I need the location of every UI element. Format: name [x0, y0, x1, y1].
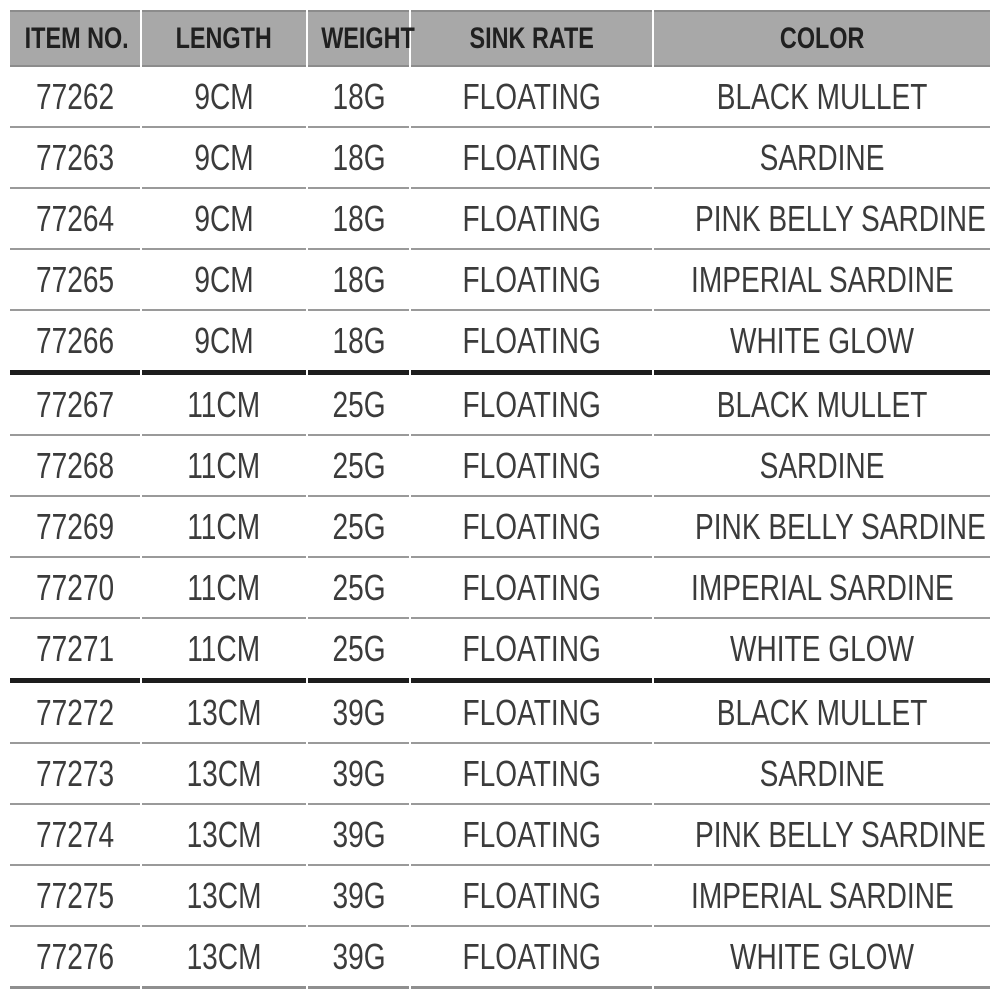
table-row — [10, 558, 990, 619]
table-row — [10, 927, 990, 989]
cell-item-no — [10, 250, 140, 311]
cell-weight — [308, 189, 409, 250]
cell-text: 25G — [332, 627, 386, 669]
cell-length — [142, 619, 306, 683]
cell-sink-rate — [411, 558, 652, 619]
cell-color — [654, 805, 990, 866]
cell-text: 77276 — [36, 935, 115, 977]
cell-weight — [308, 497, 409, 558]
cell-text: FLOATING — [462, 505, 601, 547]
cell-weight — [308, 683, 409, 744]
cell-color — [654, 375, 990, 436]
cell-text: FLOATING — [462, 691, 601, 733]
cell-item-no — [10, 189, 140, 250]
cell-item-no — [10, 927, 140, 989]
cell-text: 25G — [332, 383, 386, 425]
cell-text: FLOATING — [462, 813, 601, 855]
cell-length — [142, 744, 306, 805]
cell-text: FLOATING — [462, 383, 601, 425]
cell-text: SARDINE — [759, 136, 885, 178]
cell-color — [654, 866, 990, 927]
cell-text: 77269 — [36, 505, 115, 547]
header-cell-item-no — [10, 10, 140, 67]
cell-color — [654, 619, 990, 683]
cell-text: 77263 — [36, 136, 115, 178]
cell-sink-rate — [411, 805, 652, 866]
table-row — [10, 189, 990, 250]
cell-item-no — [10, 375, 140, 436]
cell-sink-rate — [411, 67, 652, 128]
cell-weight — [308, 866, 409, 927]
cell-length — [142, 189, 306, 250]
cell-weight — [308, 805, 409, 866]
cell-text: 39G — [332, 935, 386, 977]
cell-sink-rate — [411, 250, 652, 311]
cell-sink-rate — [411, 683, 652, 744]
cell-text: SARDINE — [759, 444, 885, 486]
cell-sink-rate — [411, 497, 652, 558]
cell-text: WHITE GLOW — [729, 935, 915, 977]
cell-text: 11CM — [187, 444, 261, 486]
cell-length — [142, 497, 306, 558]
cell-text: IMPERIAL SARDINE — [691, 258, 954, 300]
cell-sink-rate — [411, 927, 652, 989]
cell-text: FLOATING — [462, 935, 601, 977]
header-label: ITEM NO. — [24, 21, 129, 55]
cell-length — [142, 67, 306, 128]
cell-text: 39G — [332, 691, 386, 733]
cell-text: 77274 — [36, 813, 115, 855]
cell-item-no — [10, 497, 140, 558]
cell-color — [654, 436, 990, 497]
cell-weight — [308, 311, 409, 375]
cell-color — [654, 558, 990, 619]
cell-text: SARDINE — [759, 752, 885, 794]
cell-text: 13CM — [186, 935, 262, 977]
cell-weight — [308, 67, 409, 128]
cell-color — [654, 128, 990, 189]
cell-text: FLOATING — [462, 874, 601, 916]
cell-text: FLOATING — [462, 566, 601, 608]
cell-item-no — [10, 311, 140, 375]
cell-length — [142, 311, 306, 375]
cell-text: PINK BELLY SARDINE — [695, 813, 986, 855]
cell-item-no — [10, 619, 140, 683]
table-row — [10, 311, 990, 375]
cell-weight — [308, 128, 409, 189]
cell-text: 77275 — [36, 874, 115, 916]
cell-sink-rate — [411, 375, 652, 436]
cell-length — [142, 436, 306, 497]
cell-text: 77264 — [36, 197, 115, 239]
cell-item-no — [10, 128, 140, 189]
cell-text: BLACK MULLET — [716, 75, 928, 117]
cell-text: 77272 — [36, 691, 115, 733]
cell-item-no — [10, 558, 140, 619]
cell-sink-rate — [411, 128, 652, 189]
cell-text: 18G — [332, 319, 386, 361]
cell-item-no — [10, 744, 140, 805]
cell-text: 13CM — [186, 691, 262, 733]
cell-length — [142, 375, 306, 436]
header-label: COLOR — [779, 21, 865, 55]
cell-text: FLOATING — [462, 75, 601, 117]
cell-text: 39G — [332, 752, 386, 794]
cell-length — [142, 558, 306, 619]
cell-text: WHITE GLOW — [729, 627, 915, 669]
cell-text: IMPERIAL SARDINE — [691, 566, 954, 608]
cell-item-no — [10, 67, 140, 128]
header-cell-weight — [308, 10, 416, 67]
table-row — [10, 375, 990, 436]
header-label: WEIGHT — [321, 21, 416, 55]
cell-text: PINK BELLY SARDINE — [695, 505, 986, 547]
cell-text: 11CM — [187, 383, 261, 425]
cell-text: 39G — [332, 813, 386, 855]
cell-text: FLOATING — [462, 627, 601, 669]
cell-text: 77270 — [36, 566, 115, 608]
cell-text: 25G — [332, 505, 386, 547]
table-row — [10, 128, 990, 189]
cell-text: 77265 — [36, 258, 115, 300]
cell-color — [654, 311, 990, 375]
cell-text: FLOATING — [462, 136, 601, 178]
cell-sink-rate — [411, 436, 652, 497]
header-cell-sink-rate — [411, 10, 652, 67]
cell-color — [654, 67, 990, 128]
table-row — [10, 497, 990, 558]
cell-text: FLOATING — [462, 319, 601, 361]
cell-text: FLOATING — [462, 258, 601, 300]
cell-sink-rate — [411, 866, 652, 927]
header-cell-color — [654, 10, 990, 67]
cell-item-no — [10, 805, 140, 866]
cell-weight — [308, 375, 409, 436]
cell-text: 9CM — [194, 136, 254, 178]
cell-weight — [308, 744, 409, 805]
cell-text: 18G — [332, 136, 386, 178]
cell-sink-rate — [411, 744, 652, 805]
cell-text: 13CM — [186, 813, 262, 855]
table-row — [10, 866, 990, 927]
cell-text: 77262 — [36, 75, 115, 117]
product-spec-table — [8, 10, 992, 989]
cell-sink-rate — [411, 311, 652, 375]
cell-length — [142, 128, 306, 189]
cell-text: 11CM — [187, 627, 261, 669]
cell-text: 77266 — [36, 319, 115, 361]
cell-weight — [308, 250, 409, 311]
cell-weight — [308, 436, 409, 497]
cell-text: 13CM — [186, 752, 262, 794]
cell-text: PINK BELLY SARDINE — [695, 197, 986, 239]
cell-text: 39G — [332, 874, 386, 916]
cell-text: 77267 — [36, 383, 115, 425]
cell-text: BLACK MULLET — [716, 383, 928, 425]
table-row — [10, 744, 990, 805]
table-row — [10, 619, 990, 683]
header-row — [10, 10, 990, 67]
cell-text: 25G — [332, 444, 386, 486]
table-row — [10, 67, 990, 128]
cell-weight — [308, 619, 409, 683]
cell-text: 9CM — [194, 75, 254, 117]
cell-text: 9CM — [194, 258, 254, 300]
cell-text: 18G — [332, 258, 386, 300]
table-row — [10, 805, 990, 866]
cell-text: 25G — [332, 566, 386, 608]
cell-color — [654, 744, 990, 805]
cell-text: 9CM — [194, 319, 254, 361]
cell-item-no — [10, 436, 140, 497]
cell-text: 77271 — [36, 627, 115, 669]
table-row — [10, 683, 990, 744]
cell-text: IMPERIAL SARDINE — [691, 874, 954, 916]
cell-length — [142, 866, 306, 927]
cell-text: WHITE GLOW — [729, 319, 915, 361]
cell-weight — [308, 558, 409, 619]
cell-text: 77268 — [36, 444, 115, 486]
header-cell-length — [142, 10, 306, 67]
cell-weight — [308, 927, 409, 989]
cell-text: BLACK MULLET — [716, 691, 928, 733]
table-row — [10, 436, 990, 497]
table-row — [10, 250, 990, 311]
cell-sink-rate — [411, 619, 652, 683]
cell-text: 11CM — [187, 505, 261, 547]
cell-length — [142, 927, 306, 989]
cell-length — [142, 683, 306, 744]
cell-color — [654, 927, 990, 989]
cell-color — [654, 497, 990, 558]
cell-color — [654, 189, 990, 250]
cell-text: FLOATING — [462, 197, 601, 239]
cell-length — [142, 250, 306, 311]
cell-item-no — [10, 866, 140, 927]
cell-text: 13CM — [186, 874, 262, 916]
cell-sink-rate — [411, 189, 652, 250]
header-label: LENGTH — [176, 21, 273, 55]
cell-color — [654, 683, 990, 744]
table-body — [10, 67, 990, 989]
cell-text: 18G — [332, 197, 386, 239]
cell-text: 9CM — [194, 197, 254, 239]
cell-text: 77273 — [36, 752, 115, 794]
cell-text: FLOATING — [462, 444, 601, 486]
header-label: SINK RATE — [469, 21, 594, 55]
cell-text: FLOATING — [462, 752, 601, 794]
cell-length — [142, 805, 306, 866]
table-header — [10, 10, 990, 67]
cell-text: 11CM — [187, 566, 261, 608]
cell-item-no — [10, 683, 140, 744]
cell-text: 18G — [332, 75, 386, 117]
cell-color — [654, 250, 990, 311]
